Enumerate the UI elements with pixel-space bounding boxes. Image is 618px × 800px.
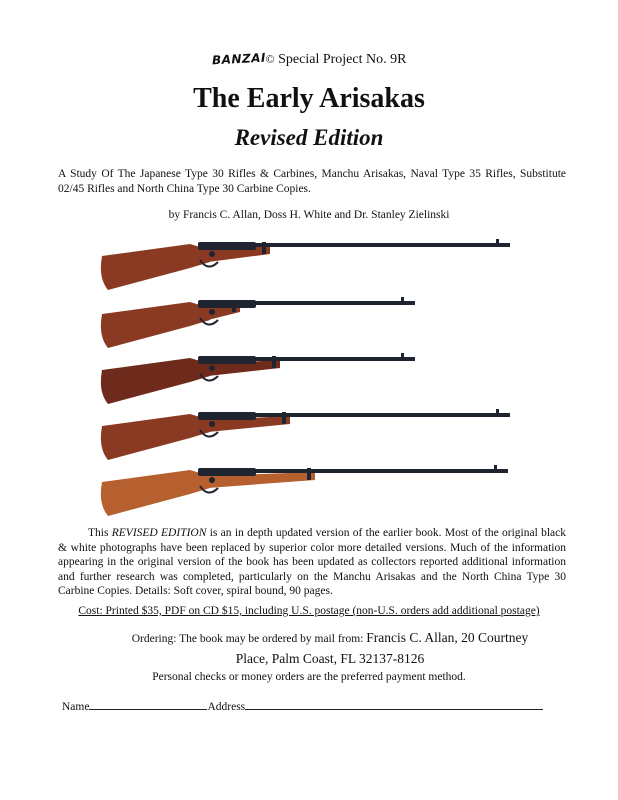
address-field[interactable] xyxy=(245,697,543,710)
page-subtitle: Revised Edition xyxy=(234,125,384,150)
rifle-front-sight xyxy=(401,353,404,358)
ordering-address: Francis C. Allan, 20 Courtney Place, Palm Coast, FL 32137-8126 xyxy=(235,630,529,666)
rifles-photo xyxy=(90,228,530,518)
rifle-barrel-band xyxy=(307,468,311,480)
rifle-5 xyxy=(101,465,508,516)
rifle-barrel-band xyxy=(272,356,276,368)
rifle-barrel-band xyxy=(232,300,236,312)
rifle-front-sight xyxy=(496,409,499,414)
rifle-receiver xyxy=(198,242,256,250)
rifle-buttstock xyxy=(101,358,210,404)
rifle-receiver xyxy=(198,412,256,420)
rifle-1 xyxy=(101,239,510,290)
rifle-front-sight xyxy=(496,239,499,244)
ordering-label: Ordering: The book may be ordered by mail from: xyxy=(131,633,367,645)
copyright-symbol: © xyxy=(265,52,275,66)
rifle-barrel-band xyxy=(282,412,286,424)
name-field[interactable] xyxy=(89,697,207,710)
rifle-bolt-knob xyxy=(209,365,215,371)
rifle-barrel xyxy=(250,243,510,247)
name-label: Name xyxy=(62,701,90,713)
payment-note: Personal checks or money orders are the preferred payment method. xyxy=(152,671,466,683)
rifle-2 xyxy=(101,297,415,348)
rifle-buttstock xyxy=(101,470,210,516)
body-paragraph xyxy=(58,526,566,599)
ordering-info xyxy=(120,628,540,670)
authors-line: by Francis C. Allan, Doss H. White and Dr. Stanley Zielinski xyxy=(168,209,450,221)
rifle-front-sight xyxy=(494,465,497,470)
rifle-4 xyxy=(101,409,510,460)
rifle-receiver xyxy=(198,300,256,308)
rifle-bolt-knob xyxy=(209,251,215,257)
book-description: A Study Of The Japanese Type 30 Rifles & Carbines, Manchu Arisakas, Naval Type 35 Rifles, Substitute 02/45 Rifles and North China Type 30 Carbine Copies. xyxy=(58,168,566,195)
order-form-line xyxy=(62,697,562,715)
rifle-buttstock xyxy=(101,244,210,290)
project-label: Special Project No. 9R xyxy=(278,52,407,67)
rifle-front-sight xyxy=(401,297,404,302)
rifle-buttstock xyxy=(101,414,210,460)
rifle-buttstock xyxy=(101,302,210,348)
address-label: Address xyxy=(207,701,246,713)
rifle-receiver xyxy=(198,468,256,476)
header-line xyxy=(0,50,618,69)
rifle-barrel xyxy=(250,413,510,417)
cost-line: Cost: Printed $35, PDF on CD $15, including U.S. postage (non-U.S. orders add additional postage) xyxy=(78,605,540,617)
body-text: is an in depth updated version of the earlier book. Most of the original black & white photographs have been replaced by superior color more detailed versions. Much of the information appearing in the original version of the book has been updated as collectors reported additional information and further research was completed, particularly on the Manchu Arisakas and the North China Type 30 Carbine Copies. Details: Soft cover, spiral bound, 90 pages. xyxy=(58,527,567,597)
rifle-bolt-knob xyxy=(209,421,215,427)
rifle-barrel xyxy=(250,469,508,473)
page-title: The Early Arisakas xyxy=(193,83,425,114)
rifle-bolt-knob xyxy=(209,477,215,483)
rifle-3 xyxy=(101,353,415,404)
rifles-illustration xyxy=(90,228,530,518)
rifle-receiver xyxy=(198,356,256,364)
body-intro: This xyxy=(88,527,112,539)
banzai-logo: BANZAI xyxy=(211,50,266,68)
rifle-bolt-knob xyxy=(209,309,215,315)
rifle-barrel-band xyxy=(262,242,266,254)
rifle-barrel xyxy=(250,301,415,305)
body-emphasis: REVISED EDITION xyxy=(111,527,207,539)
